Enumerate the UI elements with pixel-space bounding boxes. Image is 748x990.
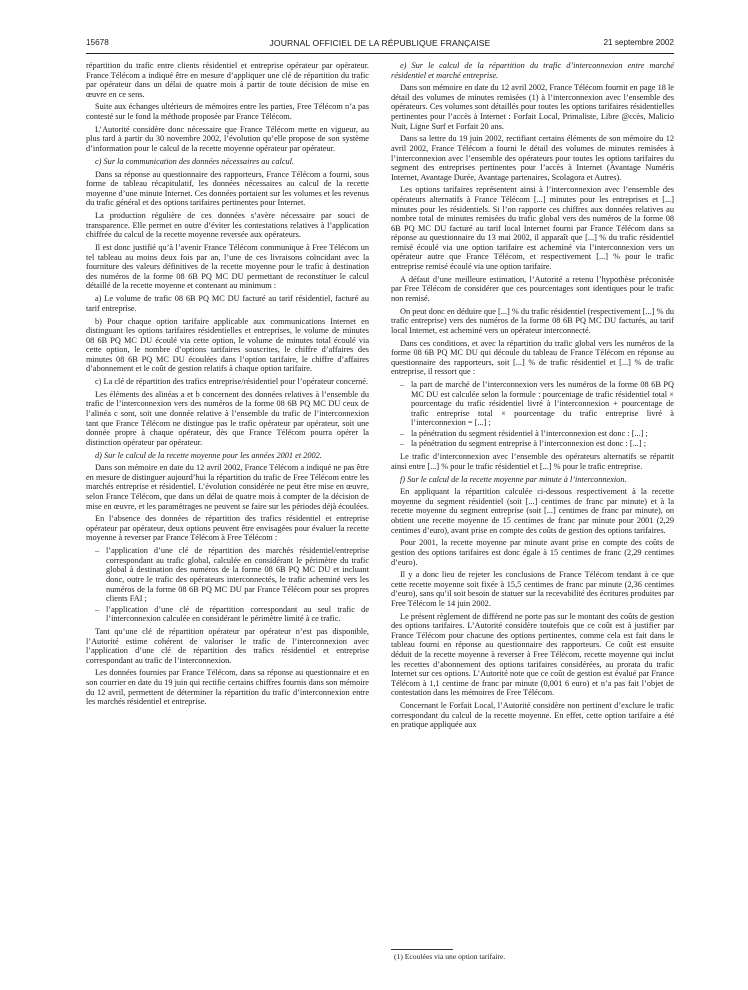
paragraph: La production régulière de ces données s’avère nécessaire par souci de transparence. Elle permet en outre d’éviter les contestations relatives à l’application chiffrée du calcul de la recette moyenne reversée aux opérateurs. [86, 211, 369, 240]
paragraph: Dans sa lettre du 19 juin 2002, rectifiant certains éléments de son mémoire du 12 avril 2002, France Télécom a fourni le détail des volumes de minutes remisées à l’interconnexion avec l’ensemble des opérateurs pour toutes les options tarifaires du segment des entreprises pertinentes pour l’accès à Internet (Avantage Numéris Internet, Avantage Durée, Avantage partenaires, Scolagora et Autres). [391, 134, 674, 182]
header-rule [86, 53, 674, 54]
paragraph: En l’absence des données de répartition des trafics résidentiel et entreprise opérateur par opérateur, deux options peuvent être envisagées pour évaluer la recette moyenne à reverser par France Télécom à Free Télécom : [86, 514, 369, 543]
paragraph: Tant qu’une clé de répartition opérateur par opérateur n’est pas disponible, l’Autorité estime cohérent de valoriser le trafic de l’interconnexion avec l’application d’une clé de répartition des trafics résidentiel et entreprise correspondant au trafic de l’interconnexion. [86, 626, 369, 665]
paragraph: Dans ces conditions, et avec la répartition du trafic global vers les numéros de la forme 08 6B PQ MC DU qui découle du tableau de France Télécom en réponse au questionnaire des rapporteurs, soit [...] % de trafic résidentiel et [...] % de trafic entreprise, il ressort que : [391, 338, 674, 377]
publication-date: 21 septembre 2002 [603, 38, 674, 47]
paragraph: a) Le volume de trafic 08 6B PQ MC DU facturé au tarif résidentiel, facturé au tarif entreprise. [86, 294, 369, 313]
list-item: – l’application d’une clé de répartition des marchés résidentiel/entreprise correspondant au trafic global, calculée en considérant le périmètre du trafic global à destination des numéros de la forme 08 6B PQ MC DU et incluant donc, outre le trafic des opérateurs interconnectés, le trafic acheminé vers les numéros de la forme 08 6B PQ MC DU par France Télécom pour ses propres clients FAI ; [86, 546, 369, 603]
paragraph: c) La clé de répartition des trafics entreprise/résidentiel pour l’opérateur concerné. [95, 377, 368, 387]
paragraph: On peut donc en déduire que [...] % du trafic résidentiel (respectivement [...] % du trafic entreprise) vers des numéros de la forme 08 6B PQ MC DU facturés, au tarif local Internet, est acheminé vers un opérateur interconnecté. [391, 306, 674, 335]
paragraph: Les éléments des alinéas a et b concernent des données relatives à l’ensemble du trafic de l’interconnexion vers des numéros de la forme 08 6B PQ MC DU ceux de l’alinéa c sont, soit une donnée relative à l’ensemble du trafic de l’interconnexion tant que France Télécom ne distingue pas le trafic opérateur par opérateur, soit une donnée propre à chaque opérateur, dès que France Télécom pourra opérer la distinction opérateur par opérateur. [86, 389, 369, 447]
paragraph: Suite aux échanges ultérieurs de mémoires entre les parties, Free Télécom n’a pas contesté sur le fond la méthode proposée par France Télécom. [86, 102, 369, 122]
paragraph: Dans sa réponse au questionnaire des rapporteurs, France Télécom a fourni, sous forme de tableau récapitulatif, les données nécessaires au calcul de la recette moyenne d’une minute Internet. Ces données portaient sur les volumes et les revenus du trafic général et des options tarifaires pertinentes pour Internet. [86, 169, 369, 208]
section-heading: f) Sur le calcul de la recette moyenne par minute à l’interconnexion. [400, 474, 627, 484]
list-item: – l’application d’une clé de répartition correspondant au seul trafic de l’interconnexion calculée en considérant le périmètre limité à ce trafic. [86, 605, 369, 624]
section-heading: e) Sur le calcul de la répartition du trafic d’interconnexion entre marché résidentiel et marché entreprise. [391, 61, 674, 80]
paragraph: Il est donc justifié qu’à l’avenir France Télécom communique à Free Télécom un tel tableau au moins deux fois par an, l’une de ces livraisons coïncidant avec la fourniture des valeurs définitives de la recette moyenne pour le trafic à destination des numéros de la forme 08 6B PQ MC DU permettant de reconstituer le calcul détaillé de la recette moyenne et contenant au minimum : [86, 243, 369, 291]
result-list [391, 380, 674, 449]
paragraph: Dans son mémoire en date du 12 avril 2002, France Télécom fournit en page 18 le détail des volumes de minutes remisées (1) à l’interconnexion avec l’ensemble des opérateurs. Ces volumes sont détaillés pour toutes les options tarifaires résidentielles pertinentes pour l’accès à Internet : Forfait Local, Primaliste, Libre @ccès, Malicio Nuit, Ligne Surf et Forfait 20 ans. [391, 83, 674, 131]
paragraph: Le trafic d’interconnexion avec l’ensemble des opérateurs alternatifs se répartit ainsi entre [...] % pour le trafic résidentiel et [...] % pour le trafic entreprise. [391, 452, 674, 471]
option-list [86, 546, 369, 623]
paragraph: Il y a donc lieu de rejeter les conclusions de France Télécom tendant à ce que cette recette moyenne soit fixée à 15,5 centimes de franc par minute (2,36 centimes d’euro), sans qu’il soit besoin de statuer sur la recevabilité des écritures produites par Free Télécom le 14 juin 2002. [391, 570, 674, 608]
right-column [391, 61, 674, 733]
paragraph: A défaut d’une meilleure estimation, l’Autorité a retenu l’hypothèse préconisée par Free Télécom de considérer que ces pourcentages sont identiques pour le trafic non remisé. [391, 274, 674, 303]
list-item: – la pénétration du segment résidentiel à l’interconnexion est donc : [...] ; [391, 429, 674, 439]
journal-title: JOURNAL OFFICIEL DE LA RÉPUBLIQUE FRANÇAISE [269, 38, 491, 48]
section-heading: c) Sur la communication des données nécessaires au calcul. [95, 156, 295, 166]
left-column [86, 61, 369, 710]
paragraph: En appliquant la répartition calculée ci-dessous respectivement à la recette moyenne du segment résidentiel (soit [...] centimes de franc par minute) et à la recette moyenne du segment entreprise (soit [...] centimes de franc par minute), on obtient une recette moyenne de 15 centimes de franc par minute pour 2001 (2,29 centimes d’euro), avant prise en compte des coûts de gestion des options tarifaires. [391, 487, 674, 535]
section-heading: d) Sur le calcul de la recette moyenne pour les années 2001 et 2002. [95, 450, 322, 460]
page-header [86, 38, 674, 52]
paragraph: répartition du trafic entre clients résidentiel et entreprise opérateur par opérateur. France Télécom a indiqué être en mesure d’appliquer une clé de répartition du trafic par opérateur dans un délai de quatre mois à partir de toute décision de mise en œuvre en ce sens. [86, 61, 369, 99]
list-item: – la pénétration du segment entreprise à l’interconnexion est donc : [...] ; [391, 439, 674, 449]
footnote: (1) Ecoulées via une option tarifaire. [394, 952, 506, 961]
paragraph: Concernant le Forfait Local, l’Autorité considère non pertinent d’exclure le trafic correspondant du calcul de la recette moyenne. En effet, cette option tarifaire a été en pratique appliquée aux [391, 701, 674, 730]
list-item: – la part de marché de l’interconnexion vers les numéros de la forme 08 6B PQ MC DU est calculée selon la formule : pourcentage de trafic résidentiel total × pourcentage du trafic résidentiel livré à l’interconnexion + pourcentage de trafic entreprise total × pourcentage du trafic entreprise livré à l’interconnexion = [...] ; [391, 380, 674, 428]
paragraph: L’Autorité considère donc nécessaire que France Télécom mette en vigueur, au plus tard à partir du 30 novembre 2002, l’évolution qu’elle propose de son système d’information pour le calcul de la recette moyenne opérateur par opérateur. [86, 124, 369, 153]
paragraph: Le présent règlement de différend ne porte pas sur le montant des coûts de gestion des options tarifaires. L’Autorité considère toutefois que ce coût est à justifier par France Télécom pour chacune des options pertinentes, comme cela est fait dans le tableau fourni en réponse au questionnaire des rapporteurs. Ce coût est ensuite déduit de la recette moyenne à reverser à Free Télécom, recette moyenne qui inclut les recettes d’abonnement des options tarifaires considérées, au prorata du trafic Internet sur ces options. L’Autorité note que ce coût de gestion est évalué par France Télécom à 1,1 centime de franc par minute (0,001 6 euro) et n’a pas fait l’objet de contestation dans les mémoires de Free Télécom. [391, 611, 674, 698]
paragraph: Les options tarifaires représentent ainsi à l’interconnexion avec l’ensemble des opérateurs alternatifs à France Télécom [...] minutes pour les entreprises et [...] minutes pour les résidentiels. Si l’on rapporte ces chiffres aux données relatives au nombre total de minutes remisées du trafic global vers des numéros de la forme 08 6B PQ MC DU facturé au tarif local Internet fourni par France Télécom dans sa réponse au questionnaire du 13 mai 2002, il apparaît que [...] % du trafic résidentiel remisé écoulé via une option tarifaire est acheminé via l’interconnexion vers un opérateur autre que France Télécom, et respectivement [...] % pour le trafic entreprise remisé écoulé via une option tarifaire. [391, 185, 674, 271]
footnote-rule [391, 949, 453, 950]
page-number: 15678 [86, 38, 109, 47]
paragraph: b) Pour chaque option tarifaire applicable aux communications Internet en distinguant les options tarifaires résidentielles et entreprises, le volume de minutes 08 6B PQ MC DU écoulé via cette option, le volume de minutes total écoulé via cette option, le nombre d’options tarifaires souscrites, le chiffre d’affaires des minutes 08 6B PQ MC DU écoulées dans l’option tarifaire, le chiffre d’affaires d’abonnement et le coût de gestion relatifs à chaque option tarifaire. [86, 316, 369, 374]
paragraph: Les données fournies par France Télécom, dans sa réponse au questionnaire et en son courrier en date du 19 juin qui rectifie certains chiffres fournis dans son mémoire du 12 avril, permettent de déterminer la répartition du trafic d’interconnexion entre les marchés résidentiel et entreprise. [86, 668, 369, 707]
paragraph: Dans son mémoire en date du 12 avril 2002, France Télécom a indiqué ne pas être en mesure de distinguer aujourd’hui la répartition du trafic de Free Télécom entre les marchés entreprise et résidentiel. L’évolution considérée ne peut être mise en œuvre, selon France Télécom, que dans un délai de quatre mois à compter de la décision de mise en œuvre, et les paramétrages ne peuvent se faire sur les périodes déjà écoulées. [86, 463, 369, 511]
paragraph: Pour 2001, la recette moyenne par minute avant prise en compte des coûts de gestion des options tarifaires est donc égale à 15 centimes de franc (2,29 centimes d’euro). [391, 538, 674, 567]
